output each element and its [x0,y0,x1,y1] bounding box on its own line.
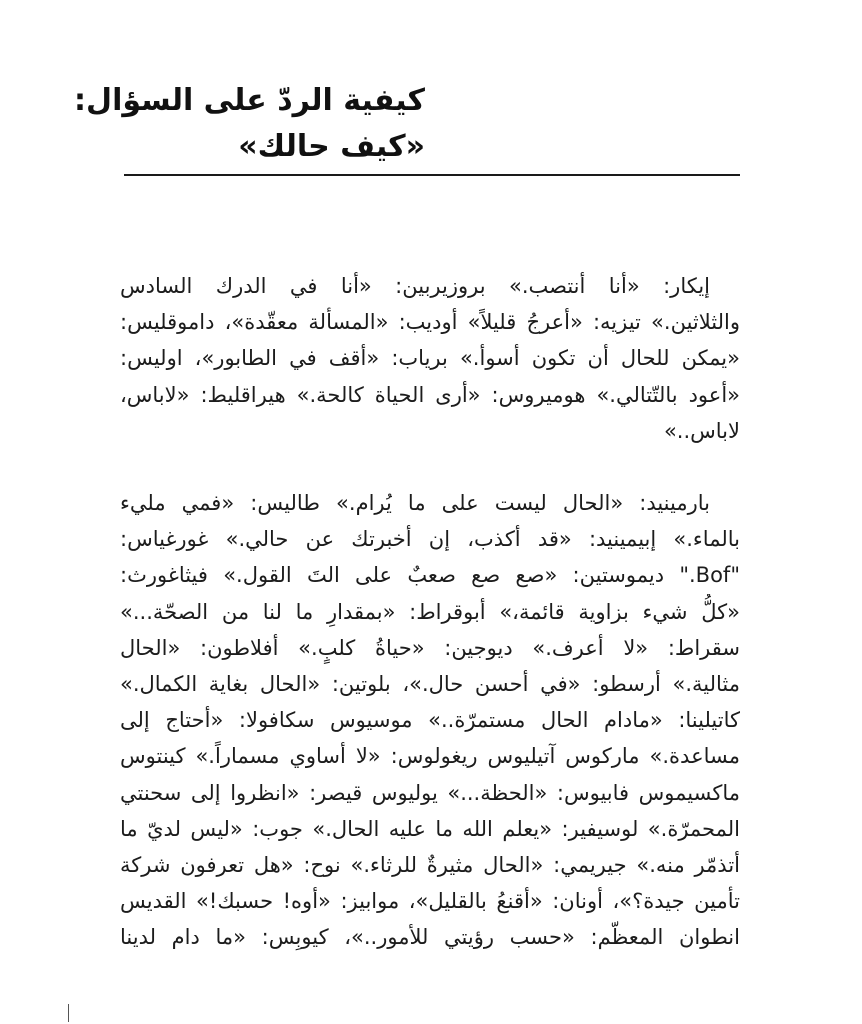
text-line: لاباس..» [663,418,740,443]
text-line: "Bof." ديموستين: «صع صع صعبٌ على التَ القول.» فيثاغورث: [120,563,740,588]
heading-divider [124,174,740,176]
paragraph-gap [120,449,740,485]
text-line: كاتيلينا: «مادام الحال مستمرّة..» موسيوس سكافولا: «أحتاج إلى [120,708,740,733]
text-line: مساعدة.» ماركوس آتيليوس ريغولوس: «لا أساوي مسماراً.» كينتوس [120,744,740,769]
text-line: إيكار: «أنا أنتصب.» بروزيربين: «أنا في الدرك السادس [120,274,710,298]
chapter-heading [74,78,425,170]
scan-edge-mark [68,1004,69,1022]
text-line: «يمكن للحال أن تكون أسوأ.» برياب: «أقف في الطابور»، اوليس: [120,346,740,371]
text-line: مثالية.» أرسطو: «في أحسن حال.»، بلوتين: «الحال بغاية الكمال.» [120,672,740,697]
text-line: بارمينيد: «الحال ليست على ما يُرام.» طاليس: «فمي مليء [120,491,710,516]
text-line: أتذمّر منه.» جيريمي: «الحال مثيرةٌ للرثاء.» نوح: «هل تعرفون شركة [120,853,740,878]
text-line: والثلاثين.» تيزيه: «أعرجُ قليلاً» أوديب: «المسألة معقّدة»، داموقليس: [120,310,740,335]
body-text [120,268,740,956]
chapter-subtitle: «كيف حالك» [238,129,425,164]
chapter-title: كيفية الردّ على السؤال: [74,83,425,118]
text-line: انطوان المعظّم: «حسب رؤيتي للأمور..»، كيوبِس: «ما دام لدينا [120,925,740,950]
text-line: سقراط: «لا أعرف.» ديوجين: «حياةُ كلبٍ.» أفلاطون: «الحال [120,635,740,660]
text-line: تأمين جيدة؟»، أونان: «أقنعُ بالقليل»، موابيز: «أوه! حسبك!» القديس [120,889,740,914]
text-line: ماكسيموس فابيوس: «الحظة...» يوليوس قيصر: «انظروا إلى سحنتي [120,780,740,805]
text-line: «كلُّ شيء بزاوية قائمة،» أبوقراط: «بمقدارِ ما لنا من الصحّة...» [120,599,740,624]
text-line: المحمرّة.» لوسيفير: «يعلم الله ما عليه الحال.» جوب: «ليس لديّ ما [120,816,740,841]
text-line: بالماء.» إبيمينيد: «قد أكذب، إن أخبرتك عن حالي.» غورغياس: [120,527,740,552]
text-line: «أعود بالتّتالي.» هوميروس: «أرى الحياة كالحة.» هيراقليط: «لاباس، [120,382,740,407]
